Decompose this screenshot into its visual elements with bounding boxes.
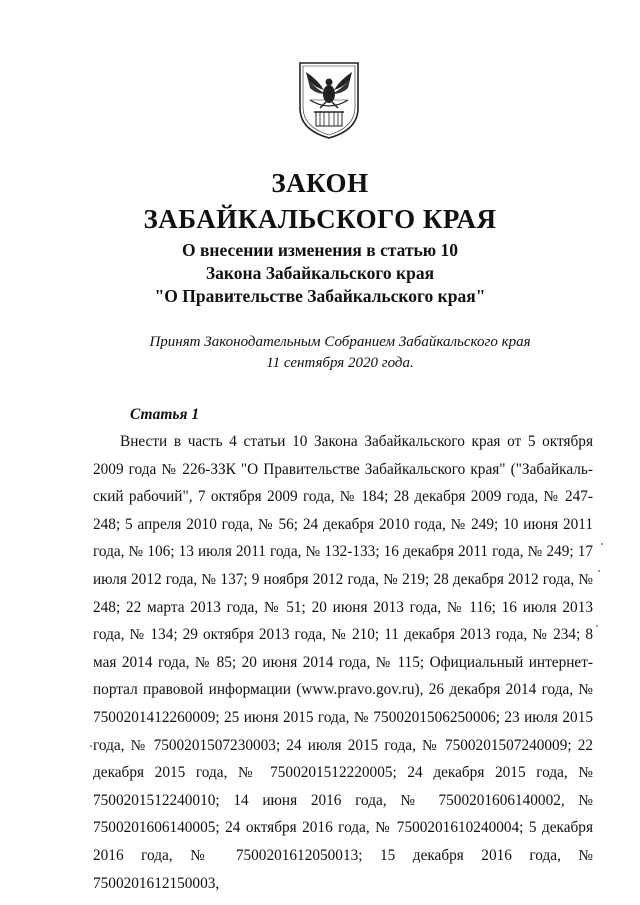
coat-of-arms-icon	[296, 60, 362, 140]
subtitle-line-1: О внесении изменения в статью 10	[181, 240, 459, 260]
scan-speck	[596, 625, 598, 627]
article-heading: Статья 1	[130, 406, 200, 423]
adoption-line-1: Принят Законодательным Собранием Забайкальского края	[149, 334, 531, 350]
subtitle-line-2: Закона Забайкальского края	[205, 263, 435, 283]
subtitle-line-3: "О Правительстве Забайкальского края"	[154, 286, 486, 306]
article-body: Внести в часть 4 статьи 10 Закона Забайкальского края от 5 октября 2009 года № 226-ЗЗК "О Правительстве Забайкальского края" ("Забайкальский рабочий", 7 октября 2009 года, № 184; 28 декабря 2009 года, № 247-248; 5 апреля 2010 года, № 56; 24 декабря 2010 года, № 249; 10 июня 2011 года, № 106; 13 июля 2011 года, № 132-133; 16 декабря 2011 года, № 249; 17 июля 2012 года, № 137; 9 ноября 2012 года, № 219; 28 декабря 2012 года, № 248; 22 марта 2013 года, № 51; 20 июня 2013 года, № 116; 16 июля 2013 года, № 134; 29 октября 2013 года, № 210; 11 декабря 2013 года, № 234; 8 мая 2014 года, № 85; 20 июня 2014 года, № 115; Официальный интернет-портал правовой информации (www.pravo.gov.ru), 26 декабря 2014 года, № 7500201412260009; 25 июня 2015 года, № 7500201506250006; 23 июля 2015 года, № 7500201507230003; 24 июля 2015 года, № 7500201507240009; 22 декабря 2015 года, № 7500201512220005; 24 декабря 2015 года, № 7500201512240010; 14 июня 2016 года, № 7500201606140002, № 7500201606140005; 24 октября 2016 года, № 7500201610240004; 5 декабря 2016 года, № 7500201612050013; 15 декабря 2016 года, № 7500201612150003,	[93, 433, 593, 892]
law-title: ЗАКОН	[271, 168, 369, 198]
scan-speck	[598, 570, 600, 572]
scan-speck	[90, 745, 92, 747]
scan-speck	[601, 543, 603, 545]
adoption-line-2: 11 сентября 2020 года.	[266, 355, 414, 371]
region-title: ЗАБАЙКАЛЬСКОГО КРАЯ	[143, 204, 497, 234]
